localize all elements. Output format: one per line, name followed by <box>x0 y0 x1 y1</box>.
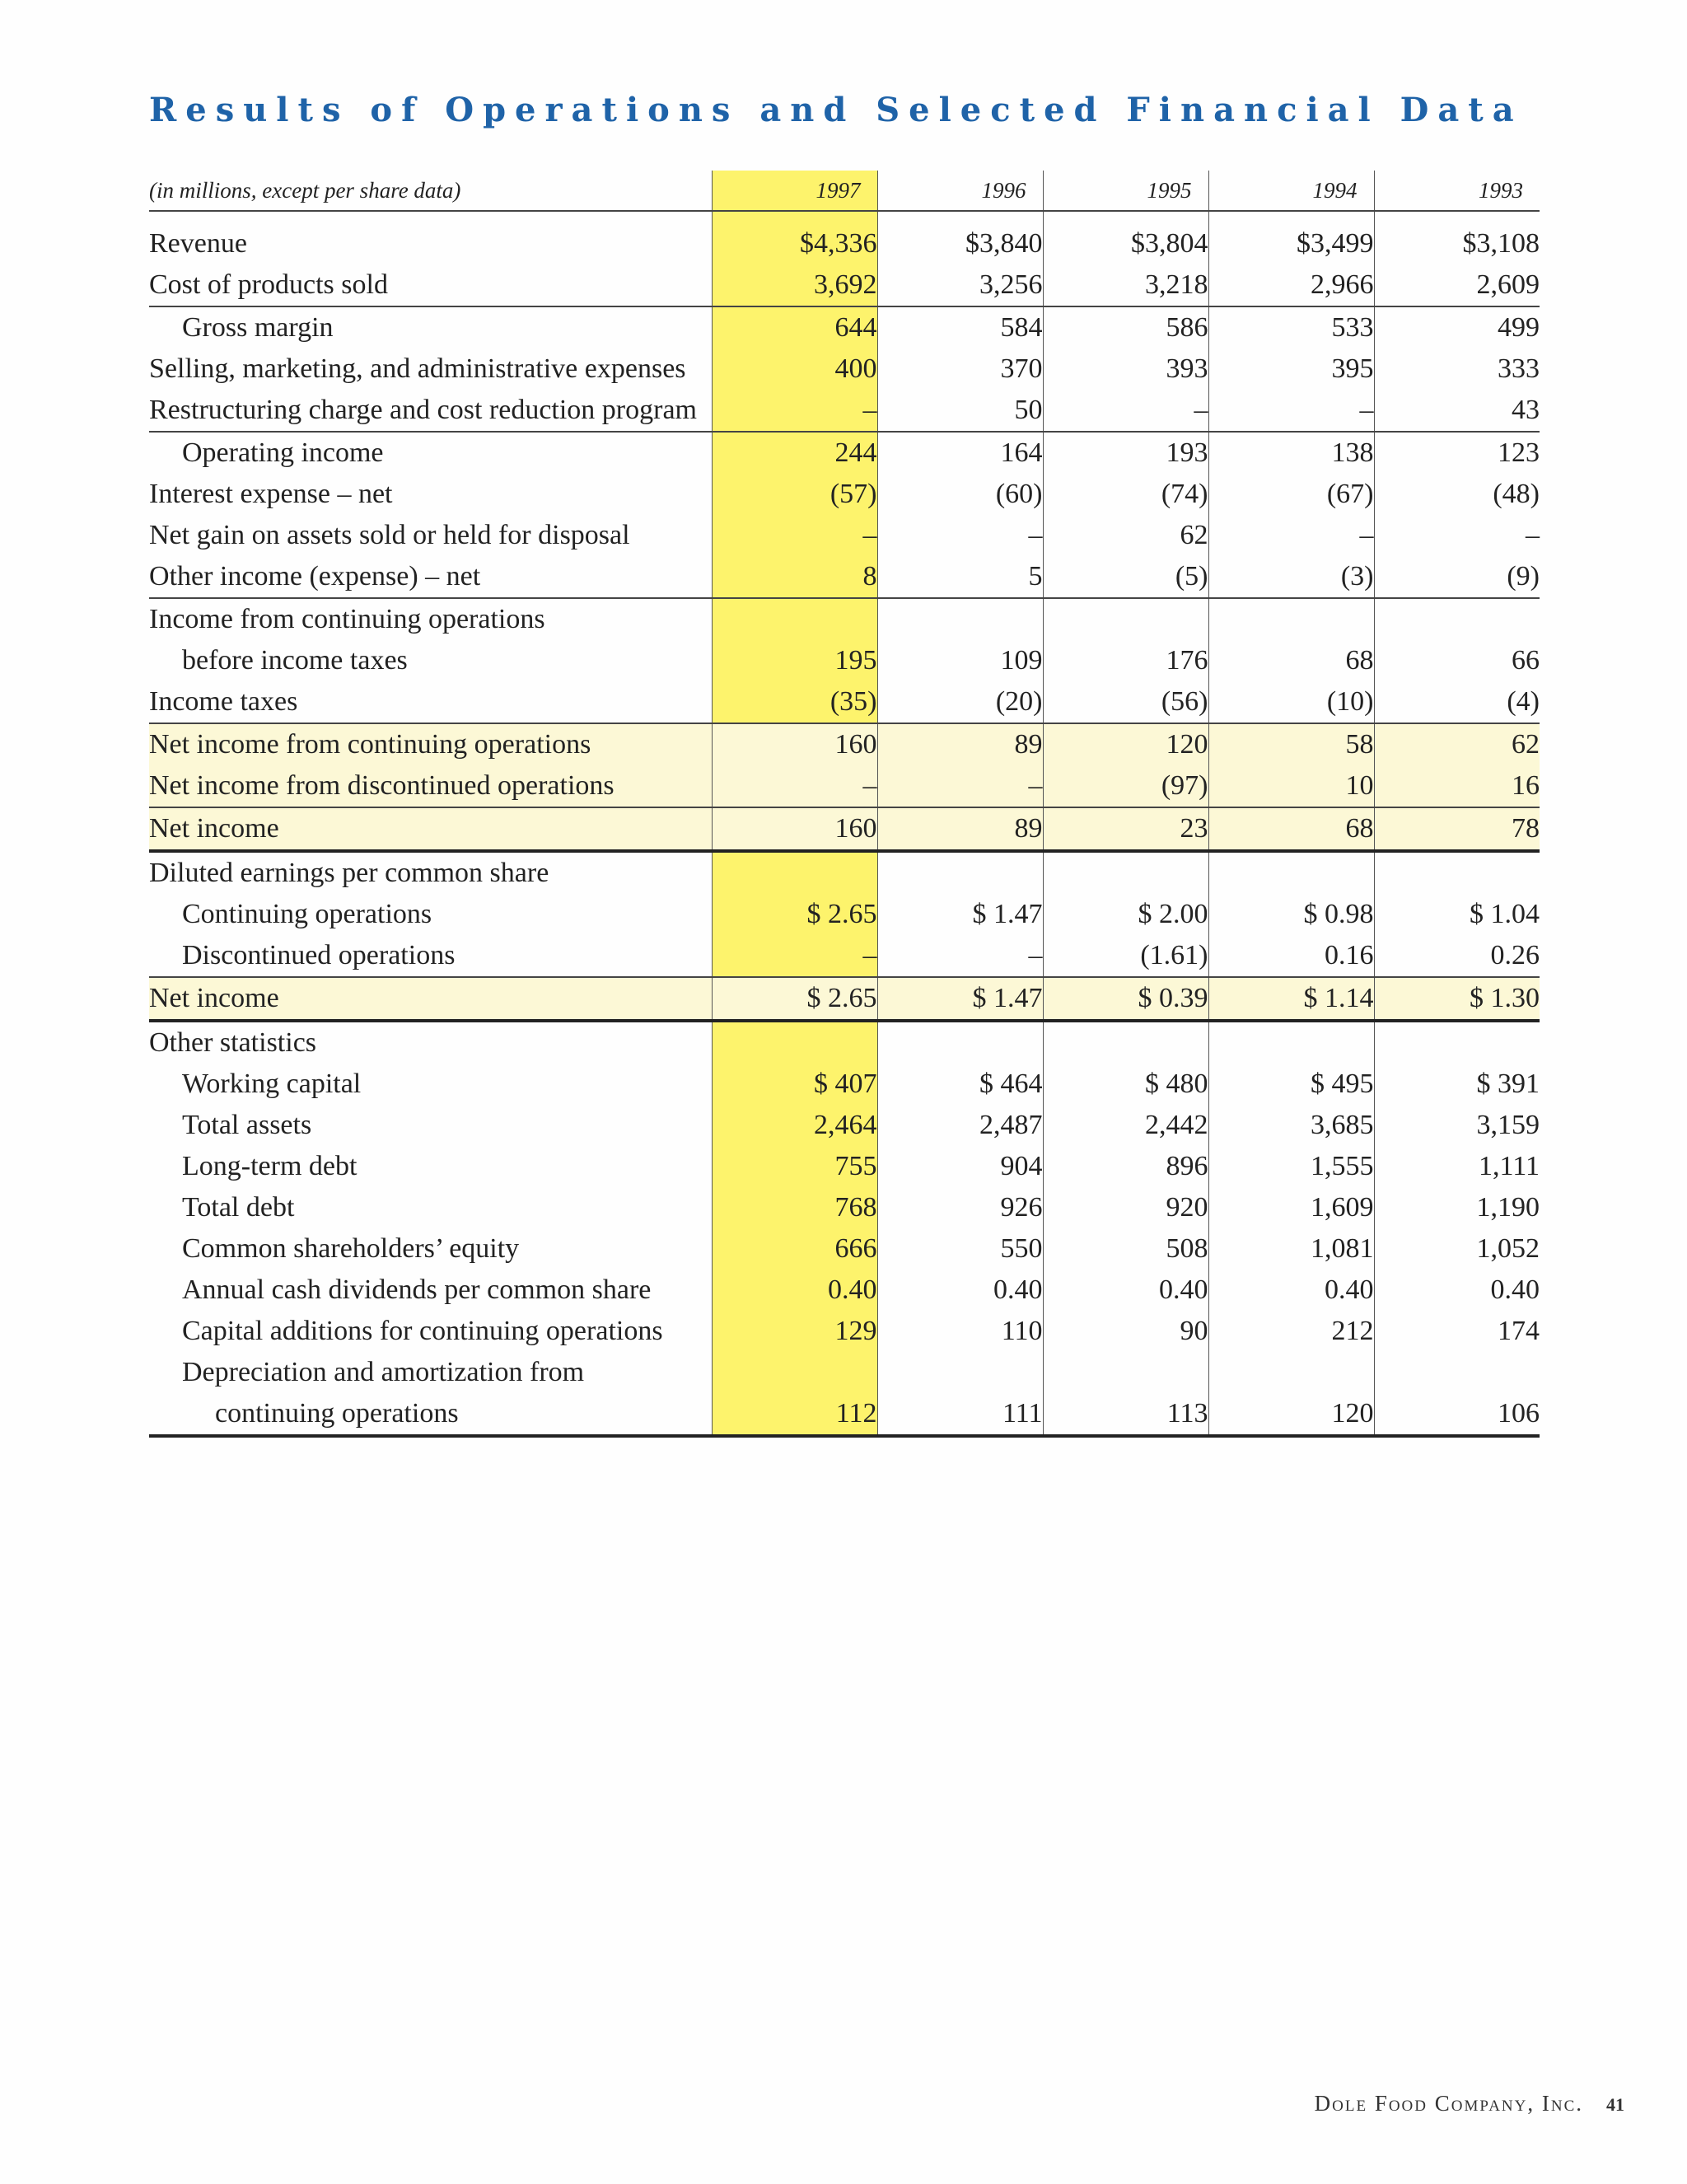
table-row <box>149 390 1540 432</box>
value-cell: $3,840 <box>877 211 1043 264</box>
value-cell: 2,487 <box>877 1105 1043 1146</box>
value-cell <box>1043 851 1208 894</box>
value-cell: – <box>877 935 1043 977</box>
value-cell: 3,218 <box>1043 264 1208 306</box>
row-label: Long-term debt <box>182 1151 357 1181</box>
value-cell: 89 <box>877 723 1043 765</box>
row-label: Continuing operations <box>182 899 432 929</box>
value-cell: 896 <box>1043 1146 1208 1187</box>
value-cell: 160 <box>712 723 877 765</box>
value-cell: 43 <box>1374 390 1540 432</box>
value-cell: 23 <box>1043 807 1208 851</box>
value-cell: (3) <box>1208 556 1374 598</box>
financial-data-table <box>149 171 1540 1438</box>
value-cell: (74) <box>1043 474 1208 515</box>
row-label: Working capital <box>182 1069 362 1099</box>
value-cell: 138 <box>1208 432 1374 474</box>
table-header-row <box>149 171 1540 211</box>
value-cell: 110 <box>877 1311 1043 1352</box>
page-number: 41 <box>1606 2094 1624 2115</box>
value-cell: (1.61) <box>1043 935 1208 977</box>
value-cell: (4) <box>1374 681 1540 723</box>
value-cell: 395 <box>1208 348 1374 390</box>
table-row <box>149 807 1540 851</box>
value-cell: (57) <box>712 474 877 515</box>
value-cell: (5) <box>1043 556 1208 598</box>
row-label: Total debt <box>182 1192 295 1223</box>
table-row <box>149 1146 1540 1187</box>
value-cell: 1,190 <box>1374 1187 1540 1228</box>
units-note: (in millions, except per share data) <box>149 171 712 211</box>
row-label: Total assets <box>182 1110 312 1140</box>
row-label: Net income <box>149 807 712 851</box>
value-cell: $ 1.04 <box>1374 894 1540 935</box>
row-label: Gross margin <box>149 306 712 348</box>
value-cell <box>877 1021 1043 1064</box>
value-cell: $ 0.39 <box>1043 977 1208 1021</box>
value-cell: 174 <box>1374 1311 1540 1352</box>
table-row <box>149 515 1540 556</box>
financial-table-container <box>149 171 1540 1438</box>
year-header: 1993 <box>1374 171 1540 211</box>
value-cell <box>1208 851 1374 894</box>
table-row <box>149 851 1540 894</box>
row-label: Revenue <box>149 228 247 259</box>
value-cell: (10) <box>1208 681 1374 723</box>
value-cell: 2,966 <box>1208 264 1374 306</box>
table-row <box>149 1352 1540 1393</box>
value-cell: 926 <box>877 1187 1043 1228</box>
row-label: Operating income <box>149 432 712 474</box>
row-label: Capital additions for continuing operations <box>182 1316 663 1346</box>
value-cell <box>1043 1021 1208 1064</box>
table-row <box>149 894 1540 935</box>
value-cell: 50 <box>877 390 1043 432</box>
value-cell: – <box>712 515 877 556</box>
value-cell: $ 391 <box>1374 1064 1540 1105</box>
value-cell <box>1208 1352 1374 1393</box>
value-cell: 400 <box>712 348 877 390</box>
value-cell: 1,052 <box>1374 1228 1540 1270</box>
value-cell: $4,336 <box>712 211 877 264</box>
value-cell: 1,555 <box>1208 1146 1374 1187</box>
value-cell: 10 <box>1208 765 1374 807</box>
value-cell: 0.40 <box>712 1270 877 1311</box>
value-cell: $ 1.14 <box>1208 977 1374 1021</box>
value-cell: 0.16 <box>1208 935 1374 977</box>
value-cell: 111 <box>877 1393 1043 1436</box>
row-label: Net income <box>149 977 712 1021</box>
value-cell <box>712 851 877 894</box>
value-cell: 3,256 <box>877 264 1043 306</box>
row-label: continuing operations <box>149 1393 712 1436</box>
value-cell: 113 <box>1043 1393 1208 1436</box>
value-cell: 5 <box>877 556 1043 598</box>
row-label: Net income from continuing operations <box>149 723 712 765</box>
table-row <box>149 1105 1540 1146</box>
row-label: Income from continuing operations <box>149 598 712 640</box>
value-cell: 129 <box>712 1311 877 1352</box>
row-label: Restructuring charge and cost reduction program <box>149 395 697 425</box>
value-cell: 8 <box>712 556 877 598</box>
value-cell: $ 1.47 <box>877 977 1043 1021</box>
table-row <box>149 211 1540 264</box>
value-cell: 0.40 <box>1374 1270 1540 1311</box>
value-cell: 120 <box>1043 723 1208 765</box>
value-cell: 164 <box>877 432 1043 474</box>
value-cell: 212 <box>1208 1311 1374 1352</box>
value-cell: 176 <box>1043 640 1208 681</box>
value-cell: $ 2.00 <box>1043 894 1208 935</box>
value-cell: – <box>1374 515 1540 556</box>
value-cell <box>877 1352 1043 1393</box>
table-row <box>149 681 1540 723</box>
value-cell: $ 495 <box>1208 1064 1374 1105</box>
page-title: Results of Operations and Selected Financial Data <box>149 91 1523 129</box>
table-row <box>149 935 1540 977</box>
table-row <box>149 556 1540 598</box>
value-cell: 0.40 <box>1208 1270 1374 1311</box>
table-row <box>149 1228 1540 1270</box>
value-cell <box>712 1352 877 1393</box>
value-cell: 1,081 <box>1208 1228 1374 1270</box>
value-cell: – <box>712 935 877 977</box>
row-label: Selling, marketing, and administrative expenses <box>149 353 686 384</box>
value-cell: 3,159 <box>1374 1105 1540 1146</box>
table-row <box>149 1393 1540 1436</box>
value-cell: 0.40 <box>1043 1270 1208 1311</box>
value-cell: (56) <box>1043 681 1208 723</box>
value-cell: 0.40 <box>877 1270 1043 1311</box>
value-cell: $ 2.65 <box>712 894 877 935</box>
value-cell: 90 <box>1043 1311 1208 1352</box>
value-cell <box>1374 1021 1540 1064</box>
value-cell: 78 <box>1374 807 1540 851</box>
value-cell <box>1374 1352 1540 1393</box>
value-cell: 123 <box>1374 432 1540 474</box>
value-cell: $ 2.65 <box>712 977 877 1021</box>
value-cell: – <box>877 515 1043 556</box>
table-row <box>149 306 1540 348</box>
value-cell <box>712 1021 877 1064</box>
value-cell: 2,464 <box>712 1105 877 1146</box>
row-label: Interest expense – net <box>149 479 393 509</box>
value-cell: – <box>1043 390 1208 432</box>
value-cell: $ 407 <box>712 1064 877 1105</box>
value-cell: 58 <box>1208 723 1374 765</box>
value-cell: 120 <box>1208 1393 1374 1436</box>
value-cell: 550 <box>877 1228 1043 1270</box>
row-label: Discontinued operations <box>182 940 456 970</box>
row-label: Common shareholders’ equity <box>182 1233 520 1264</box>
value-cell <box>1043 598 1208 640</box>
value-cell: 666 <box>712 1228 877 1270</box>
table-row <box>149 1270 1540 1311</box>
table-row <box>149 1064 1540 1105</box>
value-cell <box>877 851 1043 894</box>
value-cell: 920 <box>1043 1187 1208 1228</box>
value-cell: 106 <box>1374 1393 1540 1436</box>
table-row <box>149 765 1540 807</box>
row-label: Cost of products sold <box>149 269 388 300</box>
value-cell <box>1208 598 1374 640</box>
value-cell: 644 <box>712 306 877 348</box>
value-cell: $3,108 <box>1374 211 1540 264</box>
value-cell: 193 <box>1043 432 1208 474</box>
page-footer <box>1315 2091 1624 2116</box>
value-cell: 370 <box>877 348 1043 390</box>
value-cell: 109 <box>877 640 1043 681</box>
row-label: Net income from discontinued operations <box>149 765 712 807</box>
value-cell <box>877 598 1043 640</box>
value-cell: 3,692 <box>712 264 877 306</box>
value-cell: 584 <box>877 306 1043 348</box>
year-header: 1994 <box>1208 171 1374 211</box>
value-cell: 160 <box>712 807 877 851</box>
row-label: Net gain on assets sold or held for disposal <box>149 520 630 550</box>
value-cell: – <box>712 390 877 432</box>
value-cell: 508 <box>1043 1228 1208 1270</box>
value-cell: 499 <box>1374 306 1540 348</box>
value-cell: $ 464 <box>877 1064 1043 1105</box>
value-cell: 0.26 <box>1374 935 1540 977</box>
value-cell: 66 <box>1374 640 1540 681</box>
value-cell: (48) <box>1374 474 1540 515</box>
table-row <box>149 640 1540 681</box>
table-row <box>149 1187 1540 1228</box>
row-label: Diluted earnings per common share <box>149 851 712 894</box>
table-row <box>149 474 1540 515</box>
value-cell: 195 <box>712 640 877 681</box>
value-cell: 112 <box>712 1393 877 1436</box>
value-cell: 768 <box>712 1187 877 1228</box>
table-row <box>149 723 1540 765</box>
value-cell: – <box>1208 515 1374 556</box>
value-cell: 2,609 <box>1374 264 1540 306</box>
value-cell: 16 <box>1374 765 1540 807</box>
value-cell: (67) <box>1208 474 1374 515</box>
table-row <box>149 1021 1540 1064</box>
row-label: Annual cash dividends per common share <box>182 1274 652 1305</box>
value-cell: 586 <box>1043 306 1208 348</box>
value-cell: $3,499 <box>1208 211 1374 264</box>
value-cell: $ 0.98 <box>1208 894 1374 935</box>
value-cell: (20) <box>877 681 1043 723</box>
table-row <box>149 432 1540 474</box>
value-cell: $ 1.30 <box>1374 977 1540 1021</box>
value-cell: – <box>1208 390 1374 432</box>
row-label: Income taxes <box>149 686 298 717</box>
row-label: before income taxes <box>182 645 408 676</box>
value-cell <box>712 598 877 640</box>
row-label: Other statistics <box>149 1021 712 1064</box>
year-header: 1995 <box>1043 171 1208 211</box>
value-cell: 533 <box>1208 306 1374 348</box>
table-body <box>149 211 1540 1436</box>
value-cell <box>1374 598 1540 640</box>
value-cell: 755 <box>712 1146 877 1187</box>
value-cell: 68 <box>1208 807 1374 851</box>
value-cell: 333 <box>1374 348 1540 390</box>
value-cell: 2,442 <box>1043 1105 1208 1146</box>
value-cell: 393 <box>1043 348 1208 390</box>
value-cell: 89 <box>877 807 1043 851</box>
value-cell: 1,111 <box>1374 1146 1540 1187</box>
table-row <box>149 598 1540 640</box>
value-cell: 68 <box>1208 640 1374 681</box>
table-row <box>149 1311 1540 1352</box>
value-cell: 62 <box>1374 723 1540 765</box>
value-cell: (35) <box>712 681 877 723</box>
year-header: 1996 <box>877 171 1043 211</box>
value-cell: – <box>877 765 1043 807</box>
row-label: Depreciation and amortization from <box>182 1357 585 1387</box>
value-cell <box>1043 1352 1208 1393</box>
value-cell: (60) <box>877 474 1043 515</box>
company-name: Dole Food Company, Inc. <box>1314 2091 1583 2116</box>
table-row <box>149 977 1540 1021</box>
value-cell <box>1374 851 1540 894</box>
year-header: 1997 <box>712 171 877 211</box>
value-cell: $ 1.47 <box>877 894 1043 935</box>
row-label: Other income (expense) – net <box>149 561 481 592</box>
value-cell: (97) <box>1043 765 1208 807</box>
value-cell <box>1208 1021 1374 1064</box>
value-cell: $ 480 <box>1043 1064 1208 1105</box>
table-row <box>149 264 1540 306</box>
value-cell: 3,685 <box>1208 1105 1374 1146</box>
value-cell: 62 <box>1043 515 1208 556</box>
value-cell: 904 <box>877 1146 1043 1187</box>
table-row <box>149 348 1540 390</box>
value-cell: – <box>712 765 877 807</box>
value-cell: (9) <box>1374 556 1540 598</box>
value-cell: 1,609 <box>1208 1187 1374 1228</box>
value-cell: 244 <box>712 432 877 474</box>
value-cell: $3,804 <box>1043 211 1208 264</box>
